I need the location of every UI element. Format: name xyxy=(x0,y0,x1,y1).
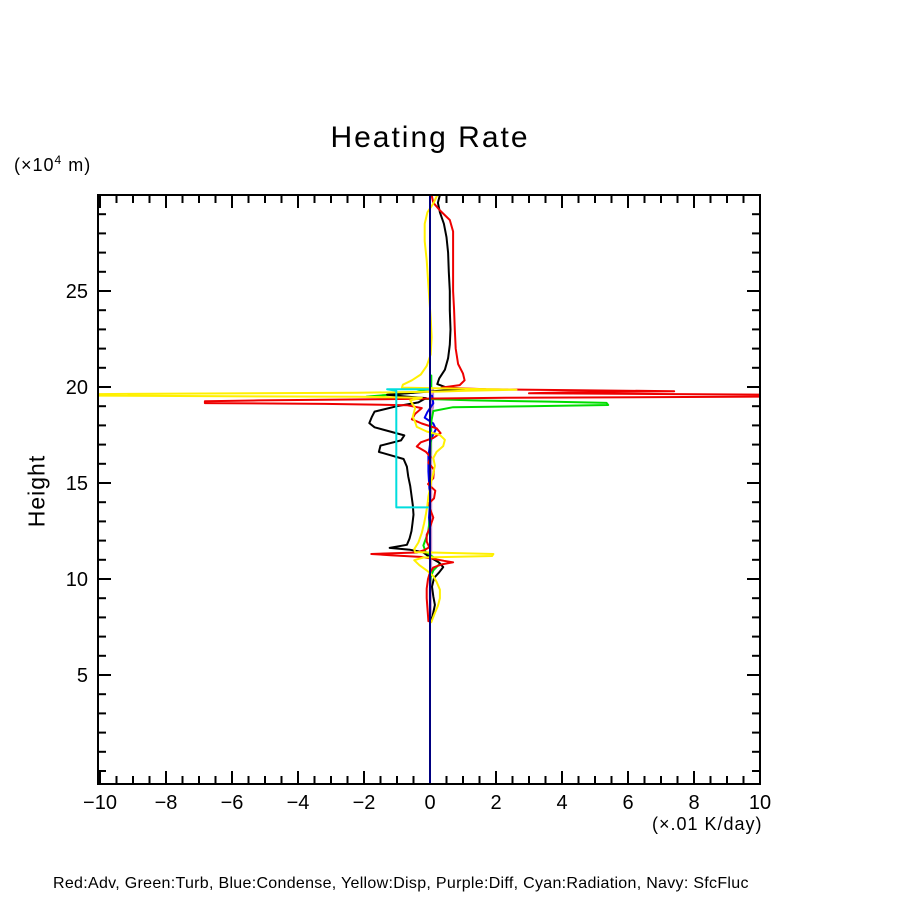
y-tick-label: 10 xyxy=(65,569,88,591)
x-tick-label: 0 xyxy=(424,792,436,814)
chart-title: Heating Rate xyxy=(330,121,530,154)
x-tick-label: −6 xyxy=(220,792,244,814)
x-tick-label: −2 xyxy=(352,792,376,814)
x-tick-label: 2 xyxy=(490,792,502,814)
y-tick-labels xyxy=(66,281,88,687)
legend-caption: Red:Adv, Green:Turb, Blue:Condense, Yellow:Disp, Purple:Diff, Cyan:Radiation, Navy: SfcFluc xyxy=(53,875,749,892)
y-unit-suffix: m) xyxy=(62,155,92,175)
y-tick-label: 20 xyxy=(65,377,88,399)
x-axis-unit-label: (×.01 K/day) xyxy=(652,814,763,834)
x-tick-label: 6 xyxy=(622,792,634,814)
y-axis-unit-label xyxy=(14,153,91,176)
x-tick-label: 8 xyxy=(688,792,700,814)
y-tick-label: 25 xyxy=(65,281,88,303)
x-tick-label: 10 xyxy=(748,792,772,814)
y-unit-exponent: 4 xyxy=(54,153,63,167)
series-adv xyxy=(205,195,767,621)
x-tick-labels xyxy=(83,792,771,814)
x-tick-label: 4 xyxy=(556,792,568,814)
y-tick-label: 15 xyxy=(65,473,88,495)
x-tick-label: −10 xyxy=(83,792,117,814)
y-tick-label: 5 xyxy=(76,665,88,687)
x-tick-label: −4 xyxy=(286,792,310,814)
y-unit-prefix: (×10 xyxy=(14,155,55,175)
y-axis-title: Height xyxy=(23,454,50,528)
series-group xyxy=(93,195,766,784)
x-tick-label: −8 xyxy=(154,792,178,814)
